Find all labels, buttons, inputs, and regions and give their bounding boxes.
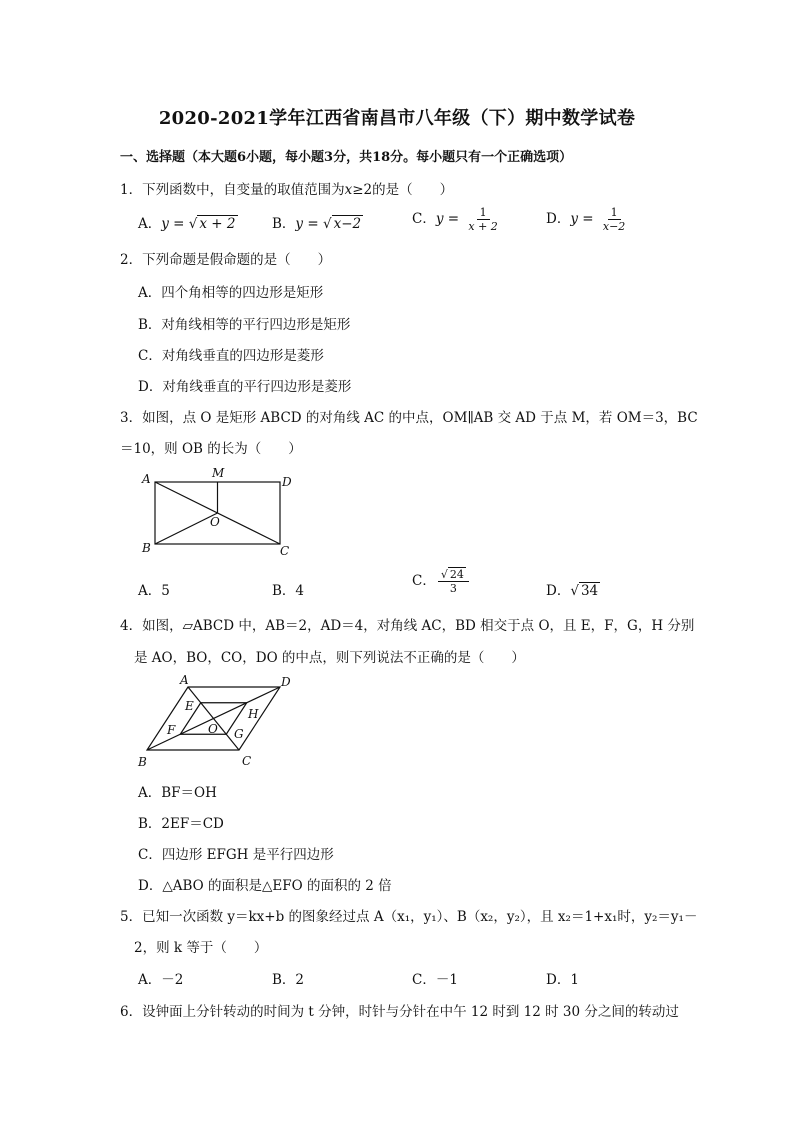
question-3-stem-line2: ＝10，则 OB 的长为（ ）: [120, 441, 302, 457]
q1-option-d: D．y = $\frac{1}{x-2}$: [546, 206, 626, 233]
q5-option-c: C．－1: [412, 972, 458, 988]
q5-option-d: D．1: [546, 972, 579, 988]
q2-option-a: A．四个角相等的四边形是矩形: [138, 285, 324, 301]
q4-parallelogram-figure: [130, 672, 310, 772]
q4-option-c: C．四边形 EFGH 是平行四边形: [138, 847, 334, 863]
q4-option-d: D．△ABO 的面积是△EFO 的面积的 2 倍: [138, 878, 392, 894]
q4-label-b: B: [138, 755, 147, 769]
question-5-stem-line2: 2，则 k 等于（ ）: [134, 940, 268, 956]
q4-option-b: B．2EF＝CD: [138, 816, 224, 832]
q3-option-c: C． $\frac{√ 24}{3}$: [412, 568, 471, 595]
section-heading: 一、选择题（本大题6小题，每小题3分，共18分。每小题只有一个正确选项）: [120, 150, 573, 165]
q2-option-b: B．对角线相等的平行四边形是矩形: [138, 317, 351, 333]
q2-option-d: D．对角线垂直的平行四边形是菱形: [138, 379, 352, 395]
q3-option-b: B．4: [272, 583, 305, 599]
q3-rectangle-figure: [130, 462, 310, 562]
q2-option-c: C．对角线垂直的四边形是菱形: [138, 348, 324, 364]
q4-label-g: G: [234, 727, 244, 741]
q3-label-b: B: [142, 541, 151, 555]
q3-label-m: M: [212, 466, 225, 480]
q5-option-b: B．2: [272, 972, 305, 988]
question-3-stem-line1: 3．如图，点 O 是矩形 ABCD 的对角线 AC 的中点，OM∥AB 交 AD 于点 M，若 OM＝3，BC: [120, 410, 698, 426]
question-6-stem-line1: 6．设钟面上分针转动的时间为 t 分钟，时针与分针在中午 12 时到 12 时 30 分之间的转动过: [120, 1004, 679, 1020]
q4-label-c: C: [242, 754, 252, 768]
q3-option-d: D．√ 34: [546, 583, 599, 599]
q1-option-b: B．y = √ x−2: [272, 216, 362, 232]
q4-label-a: A: [180, 673, 189, 687]
q4-label-e: E: [185, 699, 194, 713]
q4-label-h: H: [248, 707, 259, 721]
q4-option-a: A．BF＝OH: [138, 785, 217, 801]
q4-label-f: F: [167, 723, 176, 737]
q3-label-o: O: [210, 515, 220, 529]
q5-option-a: A．－2: [138, 972, 184, 988]
q3-label-c: C: [280, 544, 290, 558]
q3-label-a: A: [142, 472, 151, 486]
question-2-stem: 2．下列命题是假命题的是（ ）: [120, 252, 332, 268]
q3-option-a: A．5: [138, 583, 170, 599]
question-4-stem-line1: 4．如图，▱ABCD 中，AB＝2，AD＝4，对角线 AC，BD 相交于点 O，且 E，F，G，H 分别: [120, 618, 695, 634]
question-5-stem-line1: 5．已知一次函数 y＝kx+b 的图象经过点 A（x₁，y₁）、B（x₂，y₂），且 x₂＝1+x₁时，y₂＝y₁－: [120, 909, 698, 925]
question-4-stem-line2: 是 AO，BO，CO，DO 的中点，则下列说法不正确的是（ ）: [134, 650, 525, 666]
q1-option-a: A．y = √ x + 2: [138, 216, 236, 232]
q4-label-d: D: [281, 675, 291, 689]
page-title: 2020-2021学年江西省南昌市八年级（下）期中数学试卷: [158, 108, 636, 129]
question-1-stem: 1．下列函数中，自变量的取值范围为x≥2的是（ ）: [120, 182, 454, 198]
q1-option-c: C．y = $\frac{1}{x + 2}$: [412, 206, 498, 233]
q3-label-d: D: [282, 475, 292, 489]
q4-label-o: O: [208, 722, 218, 736]
